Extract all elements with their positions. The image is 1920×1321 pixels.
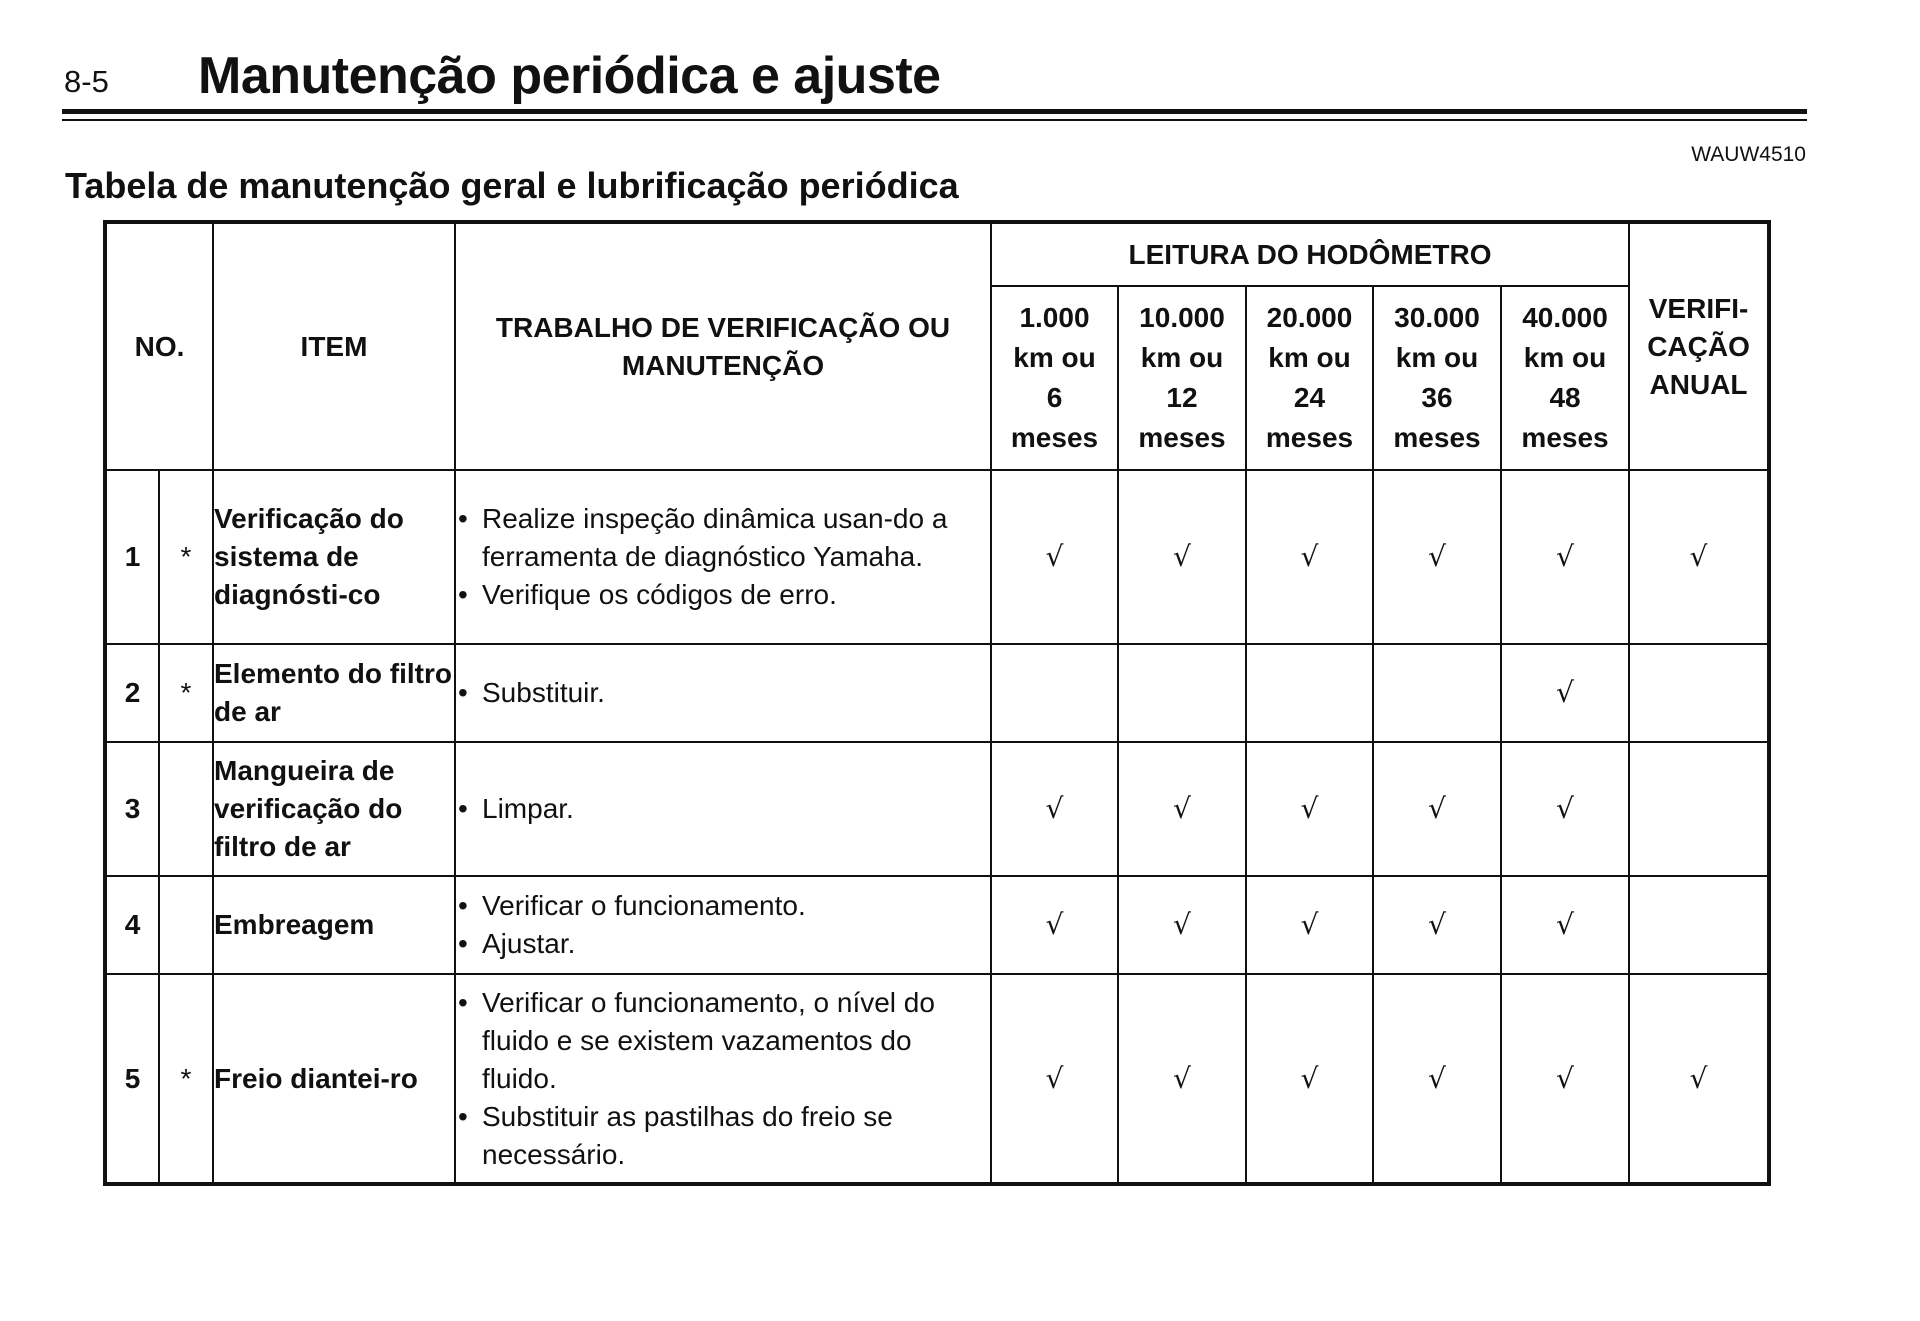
header-work: TRABALHO DE VERIFICAÇÃO OU MANUTENÇÃO xyxy=(455,222,991,470)
check-mark-cell: √ xyxy=(1373,974,1501,1184)
empty-check-cell xyxy=(1118,644,1246,742)
table-row xyxy=(105,644,1769,742)
interval-unit: meses xyxy=(1393,422,1481,453)
work-bullet: • Realize inspeção dinâmica usan-do a ferramenta de diagnóstico Yamaha. xyxy=(456,500,990,576)
annual-empty-cell xyxy=(1629,876,1769,974)
row-asterisk: * xyxy=(159,974,213,1184)
row-number: 4 xyxy=(105,876,159,974)
work-bullet: • Limpar. xyxy=(456,790,990,828)
interval-header-5 xyxy=(1501,286,1629,470)
row-number: 5 xyxy=(105,974,159,1184)
check-mark-cell: √ xyxy=(1373,742,1501,876)
interval-header-3 xyxy=(1246,286,1373,470)
header-annual: VERIFI-CAÇÃO ANUAL xyxy=(1629,222,1769,470)
header-no: NO. xyxy=(105,222,213,470)
work-bullet: • Verificar o funcionamento, o nível do fluido e se existem vazamentos do fluido. xyxy=(456,984,990,1098)
check-mark-cell: √ xyxy=(1501,470,1629,644)
header-item: ITEM xyxy=(213,222,455,470)
row-item: Elemento do filtro de ar xyxy=(213,644,455,742)
header-rule-thick xyxy=(62,109,1807,114)
interval-months: 36 xyxy=(1421,382,1453,413)
row-item: Freio diantei-ro xyxy=(213,974,455,1184)
interval-or: km ou xyxy=(1523,342,1607,373)
check-mark-cell: √ xyxy=(991,974,1118,1184)
page-title: Manutenção periódica e ajuste xyxy=(198,47,941,105)
row-number: 1 xyxy=(105,470,159,644)
check-mark-cell: √ xyxy=(1246,876,1373,974)
table-row xyxy=(105,876,1769,974)
row-asterisk: * xyxy=(159,644,213,742)
check-mark-cell: √ xyxy=(1501,876,1629,974)
interval-header-4 xyxy=(1373,286,1501,470)
row-work xyxy=(455,644,991,742)
interval-months: 12 xyxy=(1166,382,1198,413)
table-row xyxy=(105,470,1769,644)
row-work xyxy=(455,974,991,1184)
row-work xyxy=(455,742,991,876)
row-asterisk xyxy=(159,876,213,974)
check-mark-cell: √ xyxy=(991,470,1118,644)
interval-km: 10.000 xyxy=(1139,302,1225,333)
row-asterisk: * xyxy=(159,470,213,644)
row-number: 2 xyxy=(105,644,159,742)
work-bullet: • Substituir as pastilhas do freio se necessário. xyxy=(456,1098,990,1174)
row-item: Embreagem xyxy=(213,876,455,974)
interval-months: 24 xyxy=(1293,382,1326,413)
check-mark-cell: √ xyxy=(1501,974,1629,1184)
check-mark-cell: √ xyxy=(991,876,1118,974)
row-number: 3 xyxy=(105,742,159,876)
work-bullet: • Ajustar. xyxy=(456,925,990,963)
check-mark-cell: √ xyxy=(991,742,1118,876)
section-title: Tabela de manutenção geral e lubrificação periódica xyxy=(65,165,959,206)
work-bullet: • Verificar o funcionamento. xyxy=(456,887,990,925)
interval-header-1 xyxy=(991,286,1118,470)
work-bullet: • Verifique os códigos de erro. xyxy=(456,576,990,614)
interval-km: 40.000 xyxy=(1522,302,1608,333)
table-row xyxy=(105,742,1769,876)
check-mark-cell: √ xyxy=(1118,470,1246,644)
interval-km: 20.000 xyxy=(1266,302,1353,333)
check-mark-cell: √ xyxy=(1501,644,1629,742)
page-number: 8-5 xyxy=(64,64,109,99)
interval-km: 30.000 xyxy=(1394,302,1480,333)
check-mark-cell: √ xyxy=(1501,742,1629,876)
interval-or: km ou xyxy=(1013,342,1096,373)
check-mark-cell: √ xyxy=(1246,470,1373,644)
interval-or: km ou xyxy=(1140,342,1224,373)
annual-empty-cell xyxy=(1629,644,1769,742)
row-work xyxy=(455,876,991,974)
row-work xyxy=(455,470,991,644)
empty-check-cell xyxy=(1373,644,1501,742)
interval-or: km ou xyxy=(1395,342,1479,373)
empty-check-cell xyxy=(991,644,1118,742)
row-asterisk xyxy=(159,742,213,876)
interval-months: 6 xyxy=(1046,382,1063,413)
interval-unit: meses xyxy=(1010,422,1099,453)
row-item: Mangueira de verificação do filtro de ar xyxy=(213,742,455,876)
maintenance-table xyxy=(103,220,1771,1186)
annual-check-mark-cell: √ xyxy=(1629,974,1769,1184)
interval-unit: meses xyxy=(1521,422,1609,453)
interval-unit: meses xyxy=(1265,422,1354,453)
check-mark-cell: √ xyxy=(1118,742,1246,876)
annual-empty-cell xyxy=(1629,742,1769,876)
table-row xyxy=(105,974,1769,1184)
check-mark-cell: √ xyxy=(1118,876,1246,974)
check-mark-cell: √ xyxy=(1373,876,1501,974)
work-bullet: • Substituir. xyxy=(456,674,990,712)
check-mark-cell: √ xyxy=(1373,470,1501,644)
check-mark-cell: √ xyxy=(1118,974,1246,1184)
interval-km: 1.000 xyxy=(1019,302,1090,333)
annual-check-mark-cell: √ xyxy=(1629,470,1769,644)
empty-check-cell xyxy=(1246,644,1373,742)
table-body xyxy=(105,470,1769,1184)
header-rule-thin xyxy=(62,119,1807,121)
header-odometer: LEITURA DO HODÔMETRO xyxy=(991,222,1629,286)
interval-or: km ou xyxy=(1268,342,1351,373)
check-mark-cell: √ xyxy=(1246,974,1373,1184)
check-mark-cell: √ xyxy=(1246,742,1373,876)
document-code: WAUW4510 xyxy=(1691,143,1806,166)
interval-months: 48 xyxy=(1549,382,1581,413)
interval-unit: meses xyxy=(1138,422,1226,453)
interval-header-2 xyxy=(1118,286,1246,470)
row-item: Verificação do sistema de diagnósti-co xyxy=(213,470,455,644)
